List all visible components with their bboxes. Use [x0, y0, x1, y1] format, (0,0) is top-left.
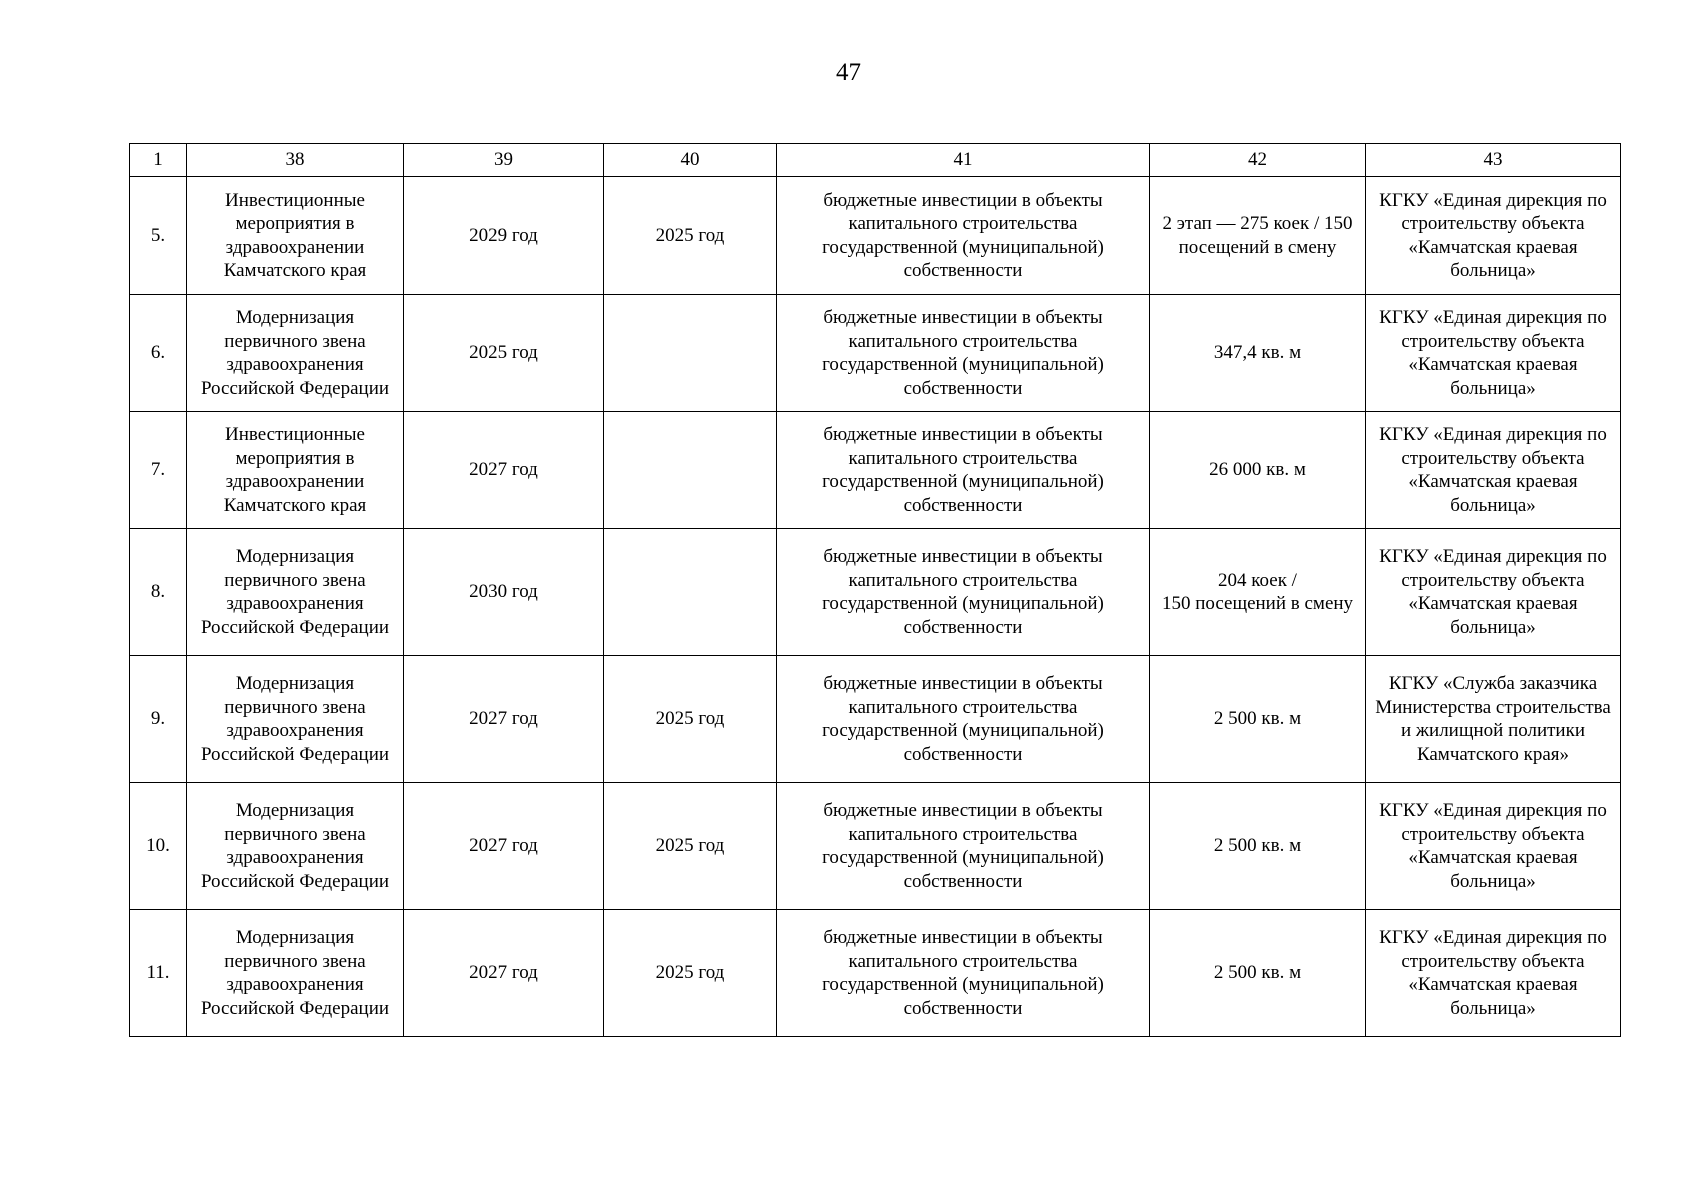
- year-39-cell: 2027 год: [404, 783, 604, 910]
- year-39-cell: 2027 год: [404, 412, 604, 529]
- capacity-cell: 347,4 кв. м: [1150, 295, 1366, 412]
- customer-cell: КГКУ «Служба заказчика Министерства строительства и жилищной политики Камчатского края»: [1366, 656, 1621, 783]
- customer-cell: КГКУ «Единая дирекция по строительству объекта «Камчатская краевая больница»: [1366, 529, 1621, 656]
- header-cell-1: 1: [130, 144, 187, 177]
- table-row: [130, 177, 1621, 295]
- table-row: [130, 910, 1621, 1037]
- header-cell-40: 40: [604, 144, 777, 177]
- year-40-cell: 2025 год: [604, 783, 777, 910]
- year-40-cell: [604, 529, 777, 656]
- year-40-cell: [604, 412, 777, 529]
- capacity-cell: 2 500 кв. м: [1150, 656, 1366, 783]
- year-40-cell: 2025 год: [604, 910, 777, 1037]
- year-39-cell: 2030 год: [404, 529, 604, 656]
- row-number-cell: 6.: [130, 295, 187, 412]
- capacity-cell: 26 000 кв. м: [1150, 412, 1366, 529]
- table-row: [130, 295, 1621, 412]
- data-table: [129, 143, 1621, 1037]
- capacity-cell: 2 этап — 275 коек / 150 посещений в смену: [1150, 177, 1366, 295]
- year-40-cell: 2025 год: [604, 177, 777, 295]
- header-row: [130, 144, 1621, 177]
- year-40-cell: [604, 295, 777, 412]
- investment-type-cell: бюджетные инвестиции в объекты капитального строительства государственной (муниципальной) собственности: [777, 295, 1150, 412]
- table-row: [130, 656, 1621, 783]
- project-name-cell: Модернизация первичного звена здравоохранения Российской Федерации: [187, 783, 404, 910]
- year-40-cell: 2025 год: [604, 656, 777, 783]
- page-number: 47: [836, 59, 861, 86]
- project-name-cell: Инвестиционные мероприятия в здравоохранении Камчатского края: [187, 412, 404, 529]
- customer-cell: КГКУ «Единая дирекция по строительству объекта «Камчатская краевая больница»: [1366, 295, 1621, 412]
- project-name-cell: Модернизация первичного звена здравоохранения Российской Федерации: [187, 656, 404, 783]
- row-number-cell: 11.: [130, 910, 187, 1037]
- table-body: [130, 177, 1621, 1037]
- investment-type-cell: бюджетные инвестиции в объекты капитального строительства государственной (муниципальной) собственности: [777, 412, 1150, 529]
- table-row: [130, 783, 1621, 910]
- investment-type-cell: бюджетные инвестиции в объекты капитального строительства государственной (муниципальной) собственности: [777, 529, 1150, 656]
- capacity-cell: 204 коек / 150 посещений в смену: [1150, 529, 1366, 656]
- header-cell-41: 41: [777, 144, 1150, 177]
- project-name-cell: Модернизация первичного звена здравоохранения Российской Федерации: [187, 295, 404, 412]
- row-number-cell: 10.: [130, 783, 187, 910]
- row-number-cell: 9.: [130, 656, 187, 783]
- header-cell-38: 38: [187, 144, 404, 177]
- year-39-cell: 2029 год: [404, 177, 604, 295]
- customer-cell: КГКУ «Единая дирекция по строительству объекта «Камчатская краевая больница»: [1366, 177, 1621, 295]
- year-39-cell: 2027 год: [404, 656, 604, 783]
- investment-type-cell: бюджетные инвестиции в объекты капитального строительства государственной (муниципальной) собственности: [777, 177, 1150, 295]
- row-number-cell: 5.: [130, 177, 187, 295]
- row-number-cell: 8.: [130, 529, 187, 656]
- header-cell-42: 42: [1150, 144, 1366, 177]
- capacity-cell: 2 500 кв. м: [1150, 910, 1366, 1037]
- header-cell-43: 43: [1366, 144, 1621, 177]
- header-cell-39: 39: [404, 144, 604, 177]
- customer-cell: КГКУ «Единая дирекция по строительству объекта «Камчатская краевая больница»: [1366, 783, 1621, 910]
- customer-cell: КГКУ «Единая дирекция по строительству объекта «Камчатская краевая больница»: [1366, 412, 1621, 529]
- investment-type-cell: бюджетные инвестиции в объекты капитального строительства государственной (муниципальной) собственности: [777, 910, 1150, 1037]
- row-number-cell: 7.: [130, 412, 187, 529]
- investment-type-cell: бюджетные инвестиции в объекты капитального строительства государственной (муниципальной) собственности: [777, 783, 1150, 910]
- project-name-cell: Модернизация первичного звена здравоохранения Российской Федерации: [187, 910, 404, 1037]
- year-39-cell: 2025 год: [404, 295, 604, 412]
- investment-type-cell: бюджетные инвестиции в объекты капитального строительства государственной (муниципальной) собственности: [777, 656, 1150, 783]
- table-row: [130, 412, 1621, 529]
- table-header: [130, 144, 1621, 177]
- customer-cell: КГКУ «Единая дирекция по строительству объекта «Камчатская краевая больница»: [1366, 910, 1621, 1037]
- table-row: [130, 529, 1621, 656]
- capacity-cell: 2 500 кв. м: [1150, 783, 1366, 910]
- year-39-cell: 2027 год: [404, 910, 604, 1037]
- project-name-cell: Инвестиционные мероприятия в здравоохранении Камчатского края: [187, 177, 404, 295]
- project-name-cell: Модернизация первичного звена здравоохранения Российской Федерации: [187, 529, 404, 656]
